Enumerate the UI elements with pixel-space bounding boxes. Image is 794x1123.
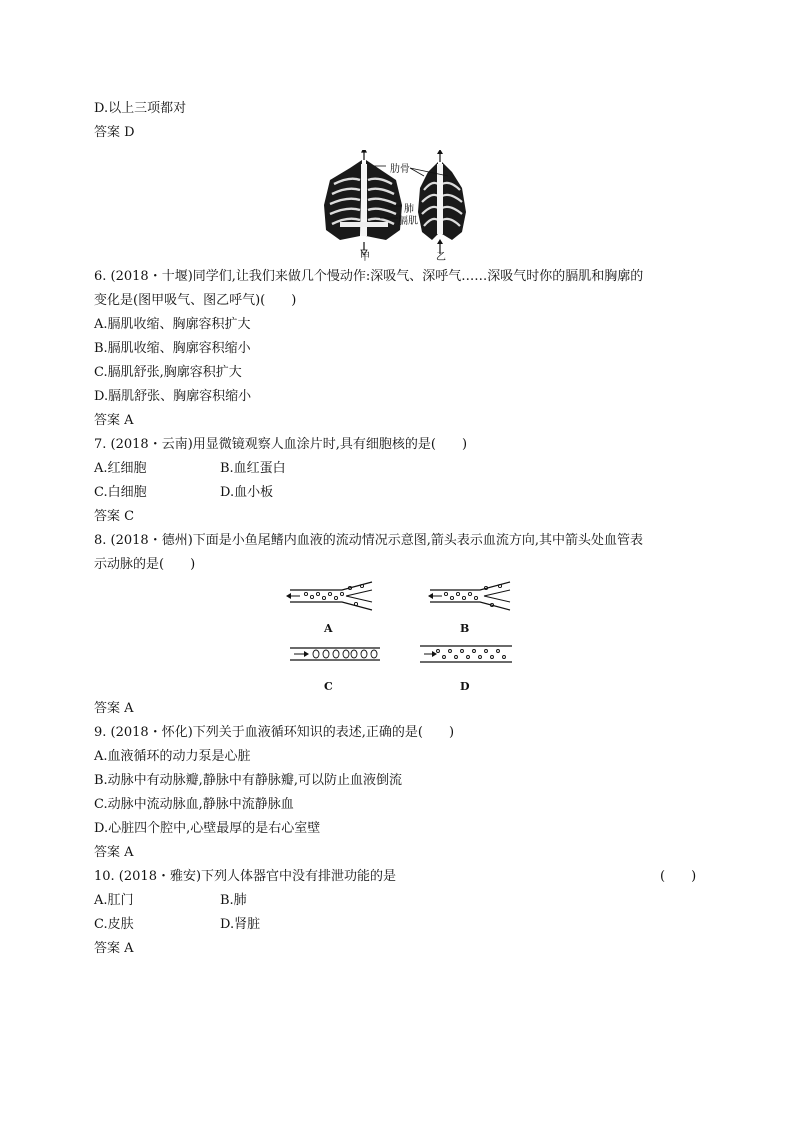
q10-paren: ( ) — [660, 869, 697, 884]
q7-options-row2 — [94, 485, 394, 501]
q10-option-b: B.肺 — [220, 893, 247, 908]
blood-vessel-figure — [280, 580, 520, 700]
vessel-label-b: B — [460, 622, 470, 635]
label-diaphragm: 膈肌 — [398, 216, 418, 227]
q7-stem: 7. (2018・云南)用显微镜观察人血涂片时,具有细胞核的是( ) — [94, 437, 468, 452]
q7-answer: 答案 C — [94, 509, 135, 524]
q10-options-row2 — [94, 917, 394, 933]
breathing-figure — [320, 150, 480, 263]
q6-stem-line1: 6. (2018・十堰)同学们,让我们来做几个慢动作:深吸气、深呼气……深吸气时你的膈肌和胸廓的 — [94, 269, 644, 284]
q7-options-row1 — [94, 461, 394, 477]
q8-stem-line2: 示动脉的是( ) — [94, 557, 196, 572]
q6-option-a: A.膈肌收缩、胸廓容积扩大 — [94, 317, 251, 332]
q9-option-d: D.心脏四个腔中,心壁最厚的是右心室壁 — [94, 821, 321, 836]
vessel-c — [290, 648, 380, 660]
label-lung: 肺 — [404, 204, 414, 215]
vessel-label-c: C — [324, 680, 333, 693]
q6-option-b: B.膈肌收缩、胸廓容积缩小 — [94, 341, 251, 356]
q6-option-d: D.膈肌舒张、胸廓容积缩小 — [94, 389, 252, 404]
q6-stem-line2: 变化是(图甲吸气、图乙呼气)( ) — [94, 293, 297, 308]
q10-option-a: A.肛门 — [94, 893, 134, 908]
q7-option-a: A.红细胞 — [94, 461, 147, 476]
q6-answer: 答案 A — [94, 413, 134, 428]
q5-answer: 答案 D — [94, 125, 135, 140]
q7-option-d: D.血小板 — [220, 485, 274, 500]
q9-option-a: A.血液循环的动力泵是心脏 — [94, 749, 251, 764]
label-jia: 甲 — [360, 252, 370, 263]
label-rib: 肋骨 — [390, 164, 410, 175]
q10-option-c: C.皮肤 — [94, 917, 134, 932]
q9-stem: 9. (2018・怀化)下列关于血液循环知识的表述,正确的是( ) — [94, 725, 455, 740]
vessel-label-d: D — [460, 680, 470, 693]
vessel-label-a: A — [324, 622, 333, 635]
q8-stem-line1: 8. (2018・德州)下面是小鱼尾鳍内血液的流动情况示意图,箭头表示血流方向,其中箭头处血管表 — [94, 533, 644, 548]
q10-answer: 答案 A — [94, 941, 134, 956]
vessel-b — [428, 582, 510, 610]
q10-options-row1 — [94, 893, 394, 909]
q5-option-d: D.以上三项都对 — [94, 101, 187, 116]
q10-stem: 10. (2018・雅安)下列人体器官中没有排泄功能的是 — [94, 869, 397, 884]
q10-stem-row — [94, 869, 704, 885]
q6-option-c: C.膈肌舒张,胸廓容积扩大 — [94, 365, 242, 380]
q7-option-b: B.血红蛋白 — [220, 461, 286, 476]
vessel-d — [420, 646, 512, 662]
vessel-a — [286, 582, 372, 610]
vessel-diagrams — [280, 580, 520, 700]
q9-option-c: C.动脉中流动脉血,静脉中流静脉血 — [94, 797, 294, 812]
q8-answer: 答案 A — [94, 701, 134, 716]
q9-option-b: B.动脉中有动脉瓣,静脉中有静脉瓣,可以防止血液倒流 — [94, 773, 402, 788]
q10-option-d: D.肾脏 — [220, 917, 261, 932]
q9-answer: 答案 A — [94, 845, 134, 860]
label-yi: 乙 — [436, 252, 446, 263]
ribcage-yi — [418, 150, 466, 254]
q7-option-c: C.白细胞 — [94, 485, 147, 500]
